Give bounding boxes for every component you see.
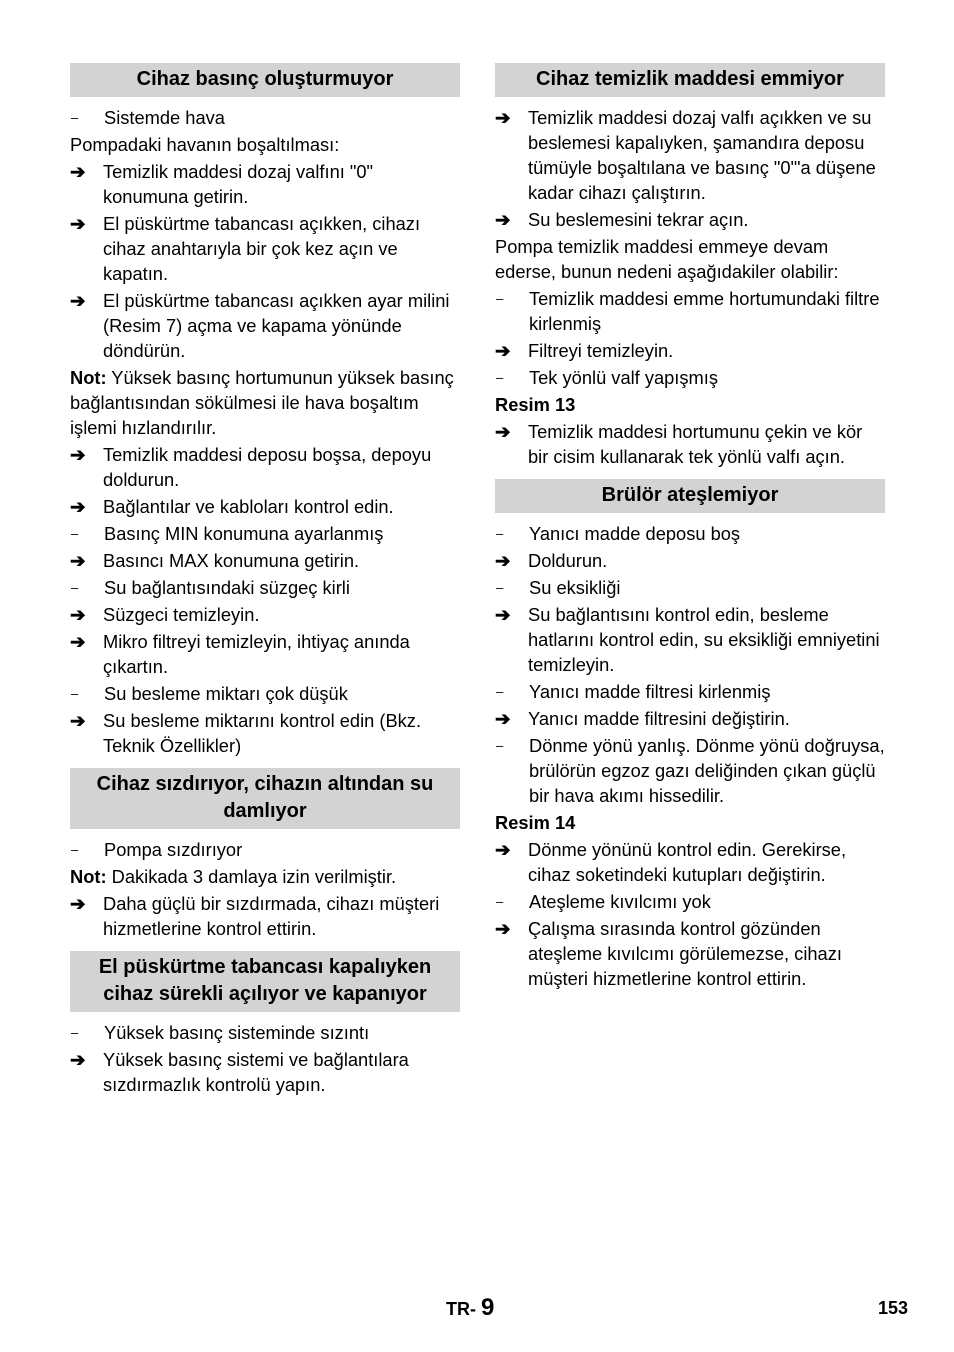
- dash-item: – Basınç MIN konumuna ayarlanmış: [71, 523, 384, 544]
- footer-separator: -: [470, 1299, 476, 1319]
- action-item: ➔ El püskürtme tabancası açıkken, cihazı cihaz anahtarıyla bir çok kez açın ve kapatın.: [70, 213, 421, 284]
- dash-item: – Temizlik maddesi emme hortumundaki filtre kirlenmiş: [496, 288, 880, 334]
- dash-bullet: –: [71, 1025, 79, 1040]
- section-title: El püskürtme tabancası kapalıyken cihaz sürekli açılıyor ve kapanıyor: [70, 951, 460, 1012]
- footer-lang: TR: [446, 1299, 470, 1319]
- action-item: ➔ Su bağlantısını kontrol edin, besleme hatlarını kontrol edin, su eksikliği emniyetini temizleyin.: [495, 604, 880, 675]
- dash-item: – Yanıcı madde filtresi kirlenmiş: [496, 681, 771, 702]
- right-arrow-icon: ➔: [495, 839, 511, 860]
- note-text: Yüksek basınç hortumunun yüksek basınç bağlantısından sökülmesi ile hava boşaltım işlemi hızlandırılır.: [70, 367, 454, 438]
- dash-bullet: –: [71, 842, 79, 857]
- action-item: ➔ Daha güçlü bir sızdırmada, cihazı müşteri hizmetlerine kontrol ettirin.: [70, 893, 440, 939]
- action-item: ➔ Filtreyi temizleyin.: [495, 340, 674, 361]
- action-item: ➔ Su besleme miktarını kontrol edin (Bkz. Teknik Özellikler): [70, 710, 422, 756]
- dash-bullet: –: [496, 526, 504, 541]
- dash-item: – Pompa sızdırıyor: [71, 839, 243, 860]
- section-title: Cihaz basınç oluşturmuyor: [70, 63, 460, 97]
- right-arrow-icon: ➔: [70, 710, 86, 731]
- dash-bullet: –: [496, 370, 504, 385]
- figure-reference: Resim 13: [495, 394, 576, 415]
- section-title: Brülör ateşlemiyor: [495, 479, 885, 513]
- right-arrow-icon: ➔: [70, 161, 86, 182]
- dash-bullet: –: [496, 738, 504, 753]
- right-arrow-icon: ➔: [70, 893, 86, 914]
- action-item: ➔ Bağlantılar ve kabloları kontrol edin.: [70, 496, 394, 517]
- dash-item: – Sistemde hava: [71, 107, 225, 128]
- right-arrow-icon: ➔: [70, 213, 86, 234]
- right-arrow-icon: ➔: [495, 918, 511, 939]
- action-item: ➔ Temizlik maddesi hortumunu çekin ve kör bir cisim kullanarak tek yönlü valfı açın.: [495, 421, 863, 467]
- right-arrow-icon: ➔: [495, 421, 511, 442]
- dash-bullet: –: [496, 580, 504, 595]
- right-arrow-icon: ➔: [70, 604, 86, 625]
- action-item: ➔ Mikro filtreyi temizleyin, ihtiyaç anında çıkartın.: [70, 631, 410, 677]
- dash-bullet: –: [71, 686, 79, 701]
- action-item: ➔ Çalışma sırasında kontrol gözünden ateşleme kıvılcımı görülemezse, cihazı müşteri hizmetlerine kontrol ettirin.: [495, 918, 842, 989]
- right-arrow-icon: ➔: [70, 550, 86, 571]
- action-item: ➔ Doldurun.: [495, 550, 608, 571]
- dash-bullet: –: [496, 684, 504, 699]
- right-arrow-icon: ➔: [70, 1049, 86, 1070]
- action-item: ➔ Su beslemesini tekrar açın.: [495, 209, 749, 230]
- footer-section-code: [446, 1293, 494, 1324]
- right-arrow-icon: ➔: [70, 631, 86, 652]
- note: [70, 365, 460, 440]
- dash-bullet: –: [71, 526, 79, 541]
- right-arrow-icon: ➔: [495, 604, 511, 625]
- page-number: 153: [878, 1298, 909, 1318]
- section-title: Cihaz sızdırıyor, cihazın altından su damlıyor: [70, 768, 460, 829]
- dash-item: – Su bağlantısındaki süzgeç kirli: [71, 577, 350, 598]
- right-column: [495, 63, 885, 993]
- dash-item: – Tek yönlü valf yapışmış: [496, 367, 718, 388]
- paragraph: Pompadaki havanın boşaltılması:: [70, 134, 340, 155]
- note-label: Not:: [70, 866, 107, 887]
- right-arrow-icon: ➔: [495, 340, 511, 361]
- right-arrow-icon: ➔: [495, 209, 511, 230]
- right-arrow-icon: ➔: [495, 708, 511, 729]
- figure-reference: Resim 14: [495, 812, 576, 833]
- dash-item: – Dönme yönü yanlış. Dönme yönü doğruysa, brülörün egzoz gazı deliğinden çıkan güçlü bir hava akımı hissedilir.: [496, 735, 885, 806]
- action-item: ➔ El püskürtme tabancası açıkken ayar milini (Resim 7) açma ve kapama yönünde döndürün.: [70, 290, 450, 361]
- dash-item: – Su besleme miktarı çok düşük: [71, 683, 348, 704]
- dash-bullet: –: [71, 110, 79, 125]
- action-item: ➔ Dönme yönünü kontrol edin. Gerekirse, cihaz soketindeki kutupları değiştirin.: [495, 839, 847, 885]
- paragraph: Pompa temizlik maddesi emmeye devam ederse, bunun nedeni aşağıdakiler olabilir:: [495, 236, 839, 282]
- action-item: ➔ Temizlik maddesi dozaj valfı açıkken ve su beslemesi kapalıyken, şamandıra deposu tümüyle boşaltılana ve basınç "0"'a düşene kadar cihazı çalıştırın.: [495, 107, 876, 203]
- note: [70, 864, 460, 889]
- action-item: ➔ Süzgeci temizleyin.: [70, 604, 260, 625]
- dash-item: – Ateşleme kıvılcımı yok: [496, 891, 711, 912]
- right-arrow-icon: ➔: [70, 496, 86, 517]
- note-text: Dakikada 3 damlaya izin verilmiştir.: [106, 866, 397, 887]
- action-item: ➔ Temizlik maddesi dozaj valfını "0" konumuna getirin.: [70, 161, 374, 207]
- action-item: ➔ Yüksek basınç sistemi ve bağlantılara sızdırmazlık kontrolü yapın.: [70, 1049, 409, 1095]
- right-arrow-icon: ➔: [70, 290, 86, 311]
- dash-item: – Su eksikliği: [496, 577, 621, 598]
- action-item: ➔ Temizlik maddesi deposu boşsa, depoyu doldurun.: [70, 444, 432, 490]
- left-column: [70, 63, 460, 1099]
- dash-item: – Yanıcı madde deposu boş: [496, 523, 741, 544]
- dash-bullet: –: [71, 580, 79, 595]
- right-arrow-icon: ➔: [495, 550, 511, 571]
- dash-bullet: –: [496, 894, 504, 909]
- section-title: Cihaz temizlik maddesi emmiyor: [495, 63, 885, 97]
- action-item: ➔ Basıncı MAX konumuna getirin.: [70, 550, 360, 571]
- note-label: Not:: [70, 367, 107, 388]
- right-arrow-icon: ➔: [70, 444, 86, 465]
- dash-bullet: –: [496, 291, 504, 306]
- dash-item: – Yüksek basınç sisteminde sızıntı: [71, 1022, 370, 1043]
- action-item: ➔ Yanıcı madde filtresini değiştirin.: [495, 708, 790, 729]
- right-arrow-icon: ➔: [495, 107, 511, 128]
- footer-section-number: 9: [481, 1294, 495, 1321]
